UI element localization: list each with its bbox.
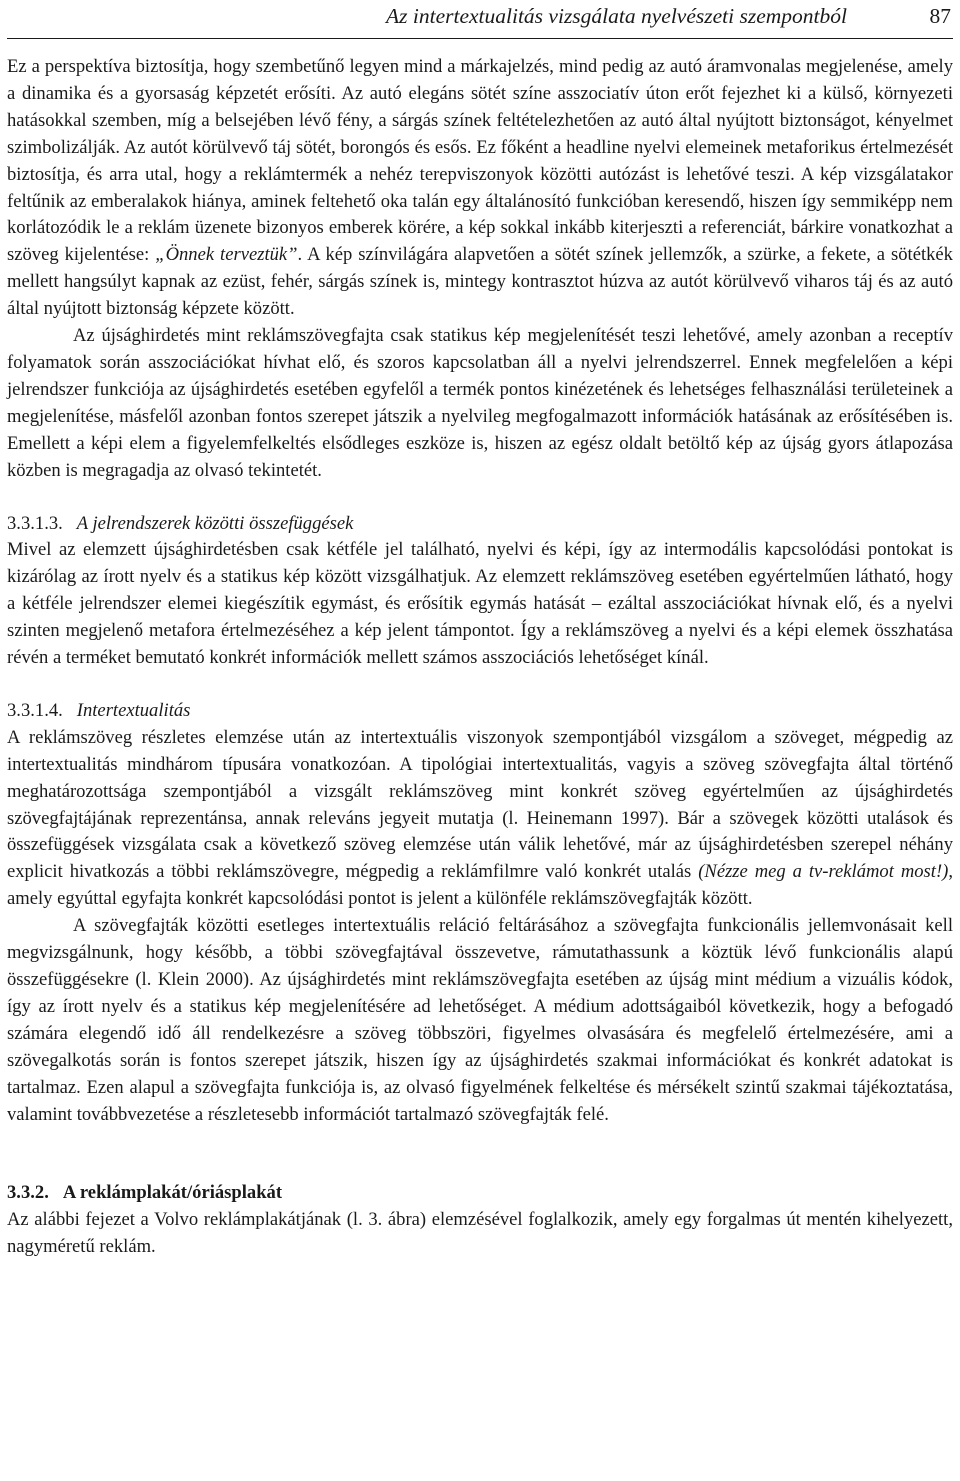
- section-title: A jelrendszerek közötti összefüggések: [76, 512, 354, 534]
- page-number: 87: [929, 4, 951, 28]
- section-4-paragraph-2: A szövegfajták közötti esetleges intertextuális reláció feltárásához a szövegfajta funkcionális jellemvonásait kell megvizsgálnunk, hogy később, a többi szövegfajtával összevetve, rámutathassunk a köztük lévő funkcionális alapú összefüggésekre (l. Klein 2000). Az újsághirdetés mint reklámszövegfajta esetében az újság mint médium a vizuális kódok, így az írott nyelv és a statikus kép megjelenítésére ad lehetőséget. A médium adottságaiból következik, hogy a befogadó számára elegendő idő áll rendelkezésre a szöveg többszöri, figyelmes olvasására és megfelelő értelmezésére, ami a szövegalkotás során is fontos szerepet játszik, hiszen így az újsághirdetés szakmai információkat és konkrét adatokat is tartalmaz. Ezen alapul a szövegfajta funkciója is, az olvasó figyelmének felkeltése és mérsékelt szintű szakmai tájékoztatása, valamint továbbvezetése a részletesebb információt tartalmazó szövegfajták felé.: [7, 915, 953, 1125]
- section-title: A reklámplakát/óriásplakát: [62, 1182, 283, 1204]
- section-4-text-a: A reklámszöveg részletes elemzése után az intertextuális viszonyok szempontjából vizsgálom a szöveget, mégpedig az intertextualitás mindhárom típusára vonatkozóan. A tipológiai intertextualitás, vagyis a szöveg szövegfajta által történő meghatározottsága szempontjából a vizsgált reklámszöveg mint konkrét szöveg egyértelműen az újsághirdetés szövegfajtájának reprezentánsa, annak releváns jegyeit mutatja (l. Heinemann 1997). Bár a szövegek közötti utalások és összefüggések vizsgálata csak a következő szöveg elemzése után válik lehetővé, már az újsághirdetésben szerepel néhány explicit hivatkozás a többi reklámszövegre, mégpedig a reklámfilmre való konkrét utalás: [7, 726, 953, 883]
- section-number: 3.3.2.: [7, 1182, 49, 1204]
- section-3-paragraph: Mivel az elemzett újsághirdetésben csak kétféle jel található, nyelvi és képi, így az intermodális kapcsolódási pontokat is kizárólag az írott nyelv és a statikus kép között vizsgálhatjuk. Az elemzett reklámszöveg esetében egyértelműen látható, hogy a kétféle jelrendszer elemei kiegészítik egymást, és erősítik egymás hatását – ezáltal asszociációkat hívnak elő, és a nyelvi szinten megjelenő metafora értelmezéséhez a kép jelent támpontot. Így a reklámszöveg a nyelvi és a képi elemek összhatása révén a terméket bemutató konkrét információk mellett számos asszociációs lehetőséget kínál.: [7, 539, 953, 669]
- paragraph-2: Az újsághirdetés mint reklámszövegfajta csak statikus kép megjelenítését teszi lehetővé, amely azonban a receptív folyamatok során asszociációkat hívhat elő, és szoros kapcsolatban áll a nyelvi jelrendszerrel. Ennek megfelelően a képi jelrendszer funkciója az újsághirdetés esetében egyfelől a termék pontos kinézetének és lehetséges felhasználási területeinek a megjelenítése, másfelől azonban fontos szerepet játszik a nyelvileg megfogalmazott információk hatásának az erősítésében is. Emellett a képi elem a figyelemfelkeltés elsődleges eszköze is, hiszen az egész oldalt betöltő kép az újság gyors átlapozása közben is megragadja az olvasó tekintetét.: [7, 325, 953, 481]
- paragraph-1-text-b: . A kép színvilágára alapvetően a sötét színek jellemzők, a szürke, a fekete, a sötétkék mellett hangsúlyt kapnak az ezüst, fehér, sárgás színek is, mintegy kontrasztot húzva az autót körülvevő viharos táj és az autó által nyújtott biztonság képzete között.: [7, 244, 953, 320]
- section-5-paragraph: Az alábbi fejezet a Volvo reklámplakátjának (l. 3. ábra) elemzésével foglalkozik, amely egy forgalmas út mentén kihelyezett, nagyméretű reklám.: [7, 1209, 953, 1258]
- section-heading-3-3-2: [7, 1180, 953, 1207]
- section-heading-3-3-1-4: [7, 698, 953, 725]
- paragraph-1-text-a: Ez a perspektíva biztosítja, hogy szembetűnő legyen mind a márkajelzés, mind pedig az autó áramvonalas megjelenése, amely a dinamika és a gyorsaság képzetét erősíti. Az autó elegáns sötét színe asszociatív úton erőt fejezhet ki a külső, környezeti hatásokkal szemben, míg a belsejében lévő fény, a sárgás színek feltételezhetően az autó által nyújtott biztonságot, kényelmet szimbolizálják. Az autót körülvevő táj sötét, borongós és esős. Ez főként a headline nyelvi elemeinek metaforikus értelmezését biztosítja, és arra utal, hogy a reklámtermék a nehéz terepviszonyok közötti autózást is lehetővé teszi. A kép vizsgálatakor feltűnik az emberalakok hiánya, aminek feltehető oka talán egy általánosító funkcióban keresendő, hiszen így semmiképp nem korlátozódik le a reklám üzenete bizonyos emberek körére, a kép sokkal inkább kiterjeszti a referenciát, bárkire vonatkozhat a szöveg kijelentése:: [7, 56, 953, 266]
- running-title: Az intertextualitás vizsgálata nyelvészeti szempontból: [386, 4, 847, 28]
- running-head: [7, 2, 953, 30]
- section-4-text-b: , amely egyúttal egyfajta konkrét kapcsolódási pontot is jelent a különféle reklámszövegfajták között.: [7, 861, 953, 910]
- section-heading-3-3-1-3: [7, 511, 953, 538]
- section-4-paragraph-1: [7, 725, 953, 913]
- paragraph-1-quote: „Önnek terveztük”: [155, 244, 298, 266]
- paragraph-1: [7, 54, 953, 323]
- section-4-quote: (Nézze meg a tv-reklámot most!): [698, 861, 949, 883]
- section-number: 3.3.1.3.: [7, 512, 63, 534]
- section-number: 3.3.1.4.: [7, 699, 63, 721]
- body-text: [7, 54, 953, 1261]
- section-title: Intertextualitás: [76, 699, 191, 721]
- header-rule: [7, 38, 953, 39]
